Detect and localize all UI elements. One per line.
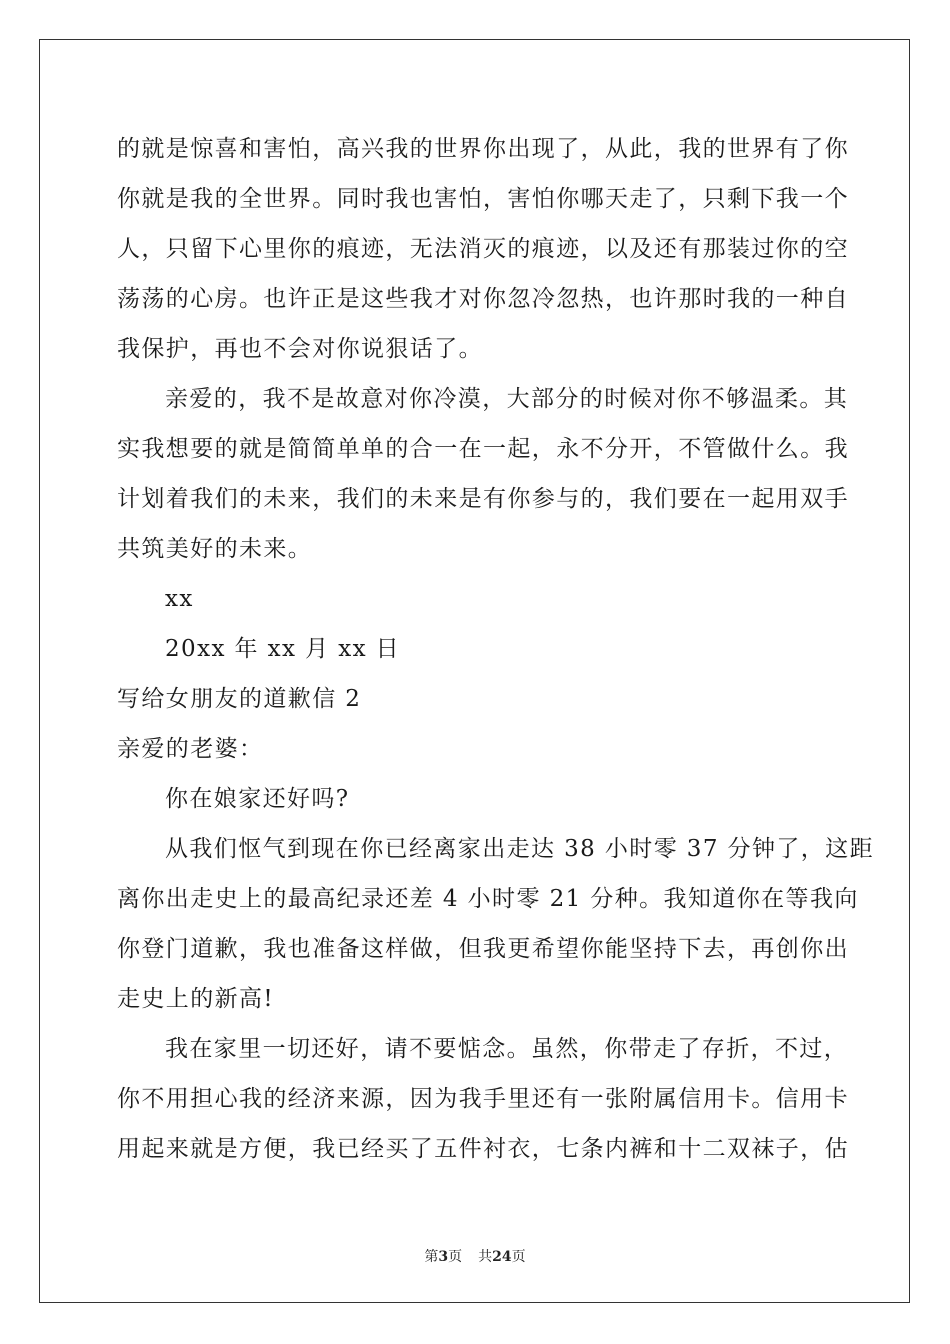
page-footer	[0, 1246, 950, 1266]
paragraph	[117, 1024, 849, 1174]
total-pages: 24	[492, 1249, 512, 1265]
greeting: 你在娘家还好吗?	[165, 786, 350, 812]
letter-title: 写给女朋友的道歉信 2	[117, 686, 362, 712]
document-body	[117, 124, 874, 1174]
text-line: 人，只留下心里你的痕迹，无法消灭的痕迹，以及还有那装过你的空	[117, 236, 849, 262]
total-label-suffix: 页	[511, 1249, 526, 1265]
page-label-suffix: 页	[448, 1249, 463, 1265]
text-line: 你不用担心我的经济来源，因为我手里还有一张附属信用卡。信用卡	[117, 1086, 849, 1112]
text-line: 用起来就是方便，我已经买了五件衬衣，七条内裤和十二双袜子，估	[117, 1136, 849, 1162]
text-line: 亲爱的，我不是故意对你冷漠，大部分的时候对你不够温柔。其	[165, 386, 849, 412]
page-label-prefix: 第	[424, 1249, 439, 1265]
text-line: 我在家里一切还好，请不要惦念。虽然，你带走了存折，不过，	[165, 1036, 849, 1062]
text-line: 你登门道歉，我也准备这样做，但我更希望你能坚持下去，再创你出	[117, 936, 849, 962]
text-line: 从我们怄气到现在你已经离家出走达 38 小时零 37 分钟了，这距	[165, 836, 874, 862]
text-line: 我保护，再也不会对你说狠话了。	[117, 336, 483, 362]
signature: xx	[165, 586, 194, 612]
page-number: 3	[438, 1249, 449, 1265]
text-line: 实我想要的就是简简单单的合一在一起，永不分开，不管做什么。我	[117, 436, 849, 462]
paragraph	[117, 124, 849, 374]
text-line: 荡荡的心房。也许正是这些我才对你忽冷忽热，也许那时我的一种自	[117, 286, 849, 312]
paragraph	[117, 374, 849, 574]
letter-date: 20xx 年 xx 月 xx 日	[165, 636, 401, 662]
text-line: 共筑美好的未来。	[117, 536, 313, 562]
total-label-prefix: 共	[478, 1249, 493, 1265]
paragraph	[117, 824, 874, 1024]
text-line: 的就是惊喜和害怕，高兴我的世界你出现了，从此，我的世界有了你	[117, 136, 849, 162]
text-line: 离你出走史上的最高纪录还差 4 小时零 21 分种。我知道你在等我向	[117, 886, 859, 912]
salutation: 亲爱的老婆：	[117, 736, 264, 762]
text-line: 你就是我的全世界。同时我也害怕，害怕你哪天走了，只剩下我一个	[117, 186, 849, 212]
text-line: 计划着我们的未来，我们的未来是有你参与的，我们要在一起用双手	[117, 486, 849, 512]
text-line: 走史上的新高!	[117, 986, 275, 1012]
